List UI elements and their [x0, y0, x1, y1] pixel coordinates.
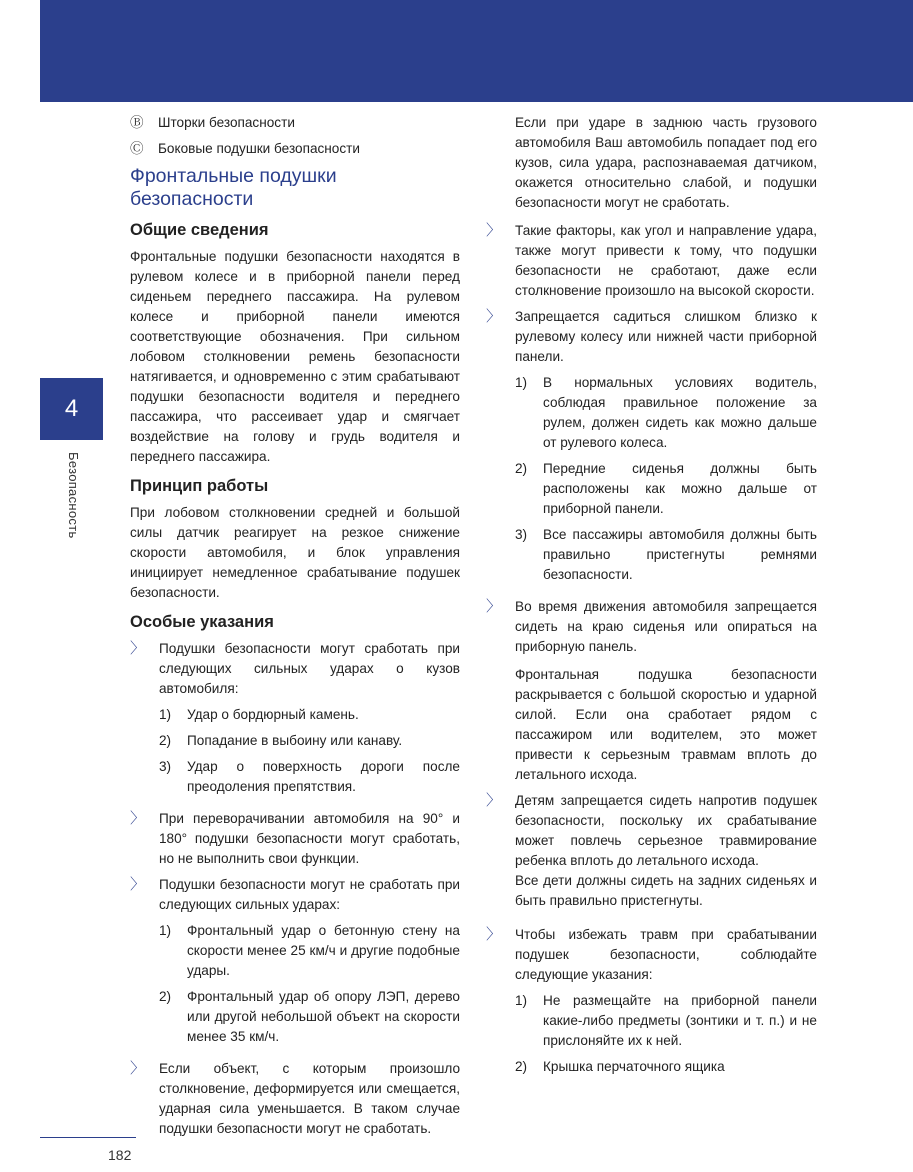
note-bullet: [486, 925, 817, 1083]
note-text: При переворачивании автомобиля на 90° и 180° подушки безопасности могут сработать, но не выполнить свои функции.: [159, 811, 460, 866]
note-bullet: [130, 639, 460, 803]
list-number: 1): [515, 993, 528, 1008]
note-bullet: [486, 597, 817, 785]
list-number: 1): [515, 375, 528, 390]
note-text: Запрещается садиться слишком близко к рулевому колесу или нижней части приборной панели.: [515, 309, 817, 364]
chapter-number-tab: [40, 378, 103, 440]
chevron-right-icon: 〉: [486, 926, 502, 943]
legend-text: Шторки безопасности: [158, 115, 295, 130]
section-title: Фронтальные подушки безопасности: [130, 165, 337, 210]
chevron-right-icon: 〉: [130, 640, 146, 657]
note-text: Подушки безопасности могут не сработать при следующих сильных ударах:: [159, 877, 460, 912]
note-bullet: [486, 221, 817, 301]
note-text: Если объект, с которым произошло столкновение, деформируется или смещается, ударная сила уменьшается. В таком случае подушки безопасности могут не сработать.: [159, 1061, 460, 1136]
list-item: [159, 705, 460, 725]
legend-item: [130, 139, 460, 159]
children-text: Все дети должны сидеть на задних сиденьях и быть правильно пристегнуты.: [515, 873, 817, 908]
list-text: Крышка перчаточного ящика: [543, 1059, 725, 1074]
list-text: Не размещайте на приборной панели какие-либо предметы (зонтики и т. п.) и не прислоняйте их к ней.: [543, 993, 817, 1048]
chapter-number: 4: [64, 395, 79, 422]
general-heading: Общие сведения: [130, 221, 269, 239]
chevron-right-icon: 〉: [486, 598, 502, 615]
right-column: [486, 113, 817, 1089]
numbered-list: [159, 921, 460, 1047]
left-column: [130, 113, 460, 1145]
list-number: 3): [159, 759, 172, 774]
list-text: Все пассажиры автомобиля должны быть правильно пристегнуты ремнями безопасности.: [543, 527, 817, 582]
principle-heading: Принцип работы: [130, 477, 269, 495]
list-text: Удар о бордюрный камень.: [187, 707, 359, 722]
list-text: В нормальных условиях водитель, соблюдая правильное положение за рулем, должен сидеть как можно дальше от рулевого колеса.: [543, 375, 817, 450]
list-text: Передние сиденья должны быть расположены как можно дальше от приборной панели.: [543, 461, 817, 516]
continued-paragraph: Если при ударе в заднюю часть грузового автомобиля Ваш автомобиль попадает под его кузов, сила удара, распознаваемая датчиком, окажется относительно слабой, и подушки безопасности могут не сработать.: [515, 115, 817, 210]
list-number: 1): [159, 923, 172, 938]
chevron-right-icon: 〉: [130, 810, 146, 827]
chevron-right-icon: 〉: [486, 308, 502, 325]
list-text: Удар о поверхность дороги после преодоления препятствия.: [187, 759, 460, 794]
list-item: [159, 987, 460, 1047]
note-text: Подушки безопасности могут сработать при следующих сильных ударах о кузов автомобиля:: [159, 641, 460, 696]
numbered-list: [159, 705, 460, 797]
header-band: [40, 0, 913, 102]
legend-item: [130, 113, 460, 133]
general-paragraph: Фронтальные подушки безопасности находятся в рулевом колесе и в приборной панели перед сиденьем переднего пассажира. На рулевом колесе и приборной панели имеются соответствующие обозначения. При сильном лобовом столкновении ремень безопасности натягивается, и одновременно с этим срабатывают подушки безопасности водителя и переднего пассажира, что рассеивает удар и смягчает воздействие на голову и грудь водителя и переднего пассажира.: [130, 249, 460, 464]
list-item: [515, 1057, 817, 1077]
list-item: [515, 991, 817, 1051]
list-text: Попадание в выбоину или канаву.: [187, 733, 403, 748]
list-text: Фронтальный удар об опору ЛЭП, дерево или другой небольшой объект на скорости менее 35 км/ч.: [187, 989, 460, 1044]
list-item: [159, 757, 460, 797]
numbered-list: [515, 373, 817, 585]
list-number: 2): [159, 989, 172, 1004]
legend-marker-b: Ⓑ: [130, 115, 144, 130]
page-number: 182: [108, 1147, 132, 1163]
list-number: 3): [515, 527, 528, 542]
note-bullet: [130, 875, 460, 1053]
note-bullet: [486, 791, 817, 919]
chapter-title-vertical: Безопасность: [66, 452, 81, 539]
chevron-right-icon: 〉: [130, 1060, 146, 1077]
list-item: [515, 373, 817, 453]
note-text: Чтобы избежать травм при срабатывании подушек безопасности, соблюдайте следующие указания:: [515, 927, 817, 982]
principle-paragraph: При лобовом столкновении средней и большой силы датчик реагирует на резкое снижение скорости автомобиля, и блок управления инициирует немедленное срабатывание подушек безопасности.: [130, 505, 460, 600]
legend-text: Боковые подушки безопасности: [158, 141, 360, 156]
chevron-right-icon: 〉: [486, 222, 502, 239]
legend-marker-c: Ⓒ: [130, 141, 144, 156]
list-item: [515, 459, 817, 519]
numbered-list: [515, 991, 817, 1077]
footer-rule: [40, 1137, 136, 1138]
note-text: Такие факторы, как угол и направление удара, также могут привести к тому, что подушки безопасности не сработают, даже если столкновение произошло на высокой скорости.: [515, 223, 817, 298]
deploy-warning-text: Фронтальная подушка безопасности раскрывается с большой скоростью и ударной силой. Если она сработает рядом с пассажиром или водителем, это может привести к серьезным травмам вплоть до летального исхода.: [515, 667, 817, 782]
list-number: 1): [159, 707, 172, 722]
note-bullet: [130, 809, 460, 869]
list-number: 2): [159, 733, 172, 748]
notes-heading: Особые указания: [130, 613, 274, 631]
list-item: [159, 731, 460, 751]
list-text: Фронтальный удар о бетонную стену на скорости менее 25 км/ч и другие подобные удары.: [187, 923, 460, 978]
note-bullet: [486, 307, 817, 591]
chevron-right-icon: 〉: [130, 876, 146, 893]
list-item: [159, 921, 460, 981]
note-text: Во время движения автомобиля запрещается сидеть на краю сиденья или опираться на приборную панель.: [515, 599, 817, 654]
chevron-right-icon: 〉: [486, 792, 502, 809]
list-number: 2): [515, 1059, 528, 1074]
list-item: [515, 525, 817, 585]
note-text: Детям запрещается сидеть напротив подушек безопасности, поскольку их срабатывание может повлечь серьезное травмирование ребенка вплоть до летального исхода.: [515, 793, 817, 868]
note-bullet: [130, 1059, 460, 1139]
list-number: 2): [515, 461, 528, 476]
